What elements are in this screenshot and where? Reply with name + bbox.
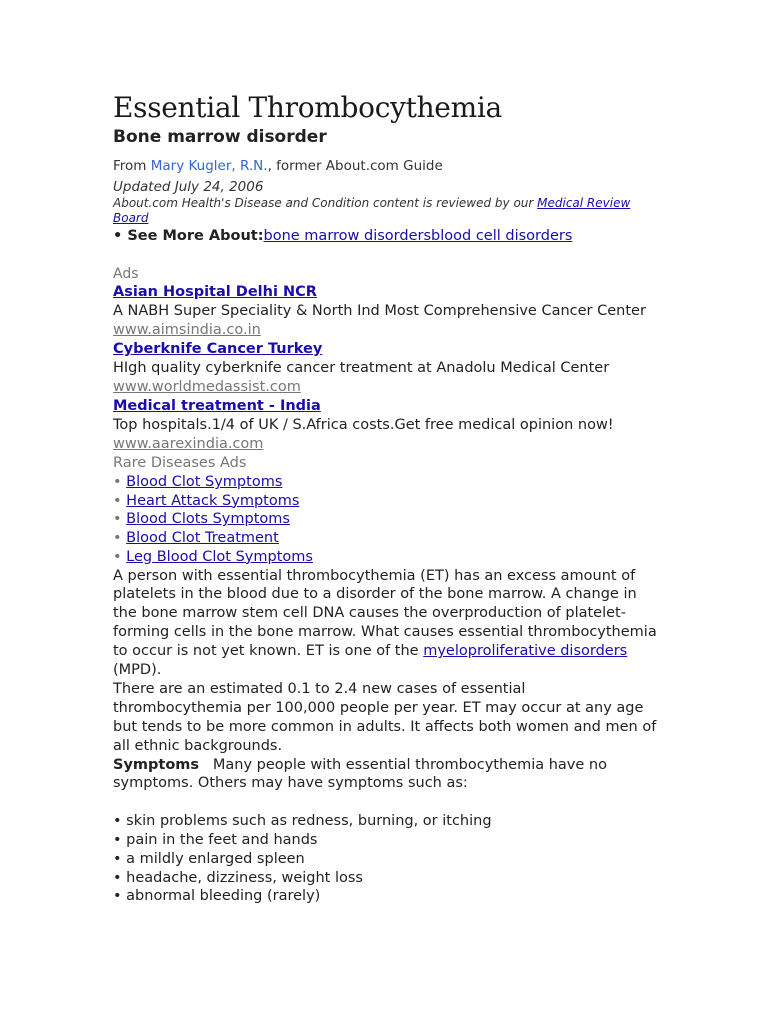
list-item: • headache, dizziness, weight loss bbox=[113, 869, 363, 886]
rare-diseases-list bbox=[113, 473, 658, 567]
byline-from: From bbox=[113, 158, 151, 174]
see-more bbox=[113, 226, 658, 246]
rare-ad-link[interactable]: Heart Attack Symptoms bbox=[126, 492, 300, 509]
see-more-link-bone-marrow[interactable]: bone marrow disorders bbox=[263, 228, 432, 244]
author-link[interactable]: Mary Kugler, R.N. bbox=[150, 158, 268, 174]
medical-review-board-link[interactable]: Medical Review Board bbox=[113, 196, 631, 225]
see-more-link-blood-cell[interactable]: blood cell disorders bbox=[431, 228, 573, 244]
list-item bbox=[113, 473, 658, 492]
byline-role: , former About.com Guide bbox=[267, 158, 443, 174]
list-item: • pain in the feet and hands bbox=[113, 832, 318, 849]
ads-label: Ads bbox=[113, 266, 139, 282]
ad-url-link[interactable]: www.aarexindia.com bbox=[113, 436, 264, 452]
ad-description: A NABH Super Speciality & North Ind Most Comprehensive Cancer Center bbox=[113, 303, 646, 319]
symptoms-paragraph bbox=[113, 756, 658, 794]
list-item bbox=[113, 510, 658, 529]
ad-title-link[interactable]: Asian Hospital Delhi NCR bbox=[113, 284, 317, 300]
list-item bbox=[113, 492, 658, 511]
bullet: • bbox=[113, 530, 122, 547]
symptoms-heading: Symptoms bbox=[113, 756, 200, 773]
page-title: Essential Thrombocythemia bbox=[113, 91, 502, 124]
see-more-label: • See More About: bbox=[113, 228, 264, 244]
list-item: • a mildly enlarged spleen bbox=[113, 850, 305, 867]
page-subtitle: Bone marrow disorder bbox=[113, 127, 327, 147]
paragraph-text: A person with essential thrombocythemia (ET) has an excess amount of platelets in the blood due to a disorder of the bone marrow. A change in the bone marrow stem cell DNA causes the overproduction of platelet-forming cells in the bone marrow. What causes essential thrombocythemia to occur is not yet known. ET is one of the bbox=[113, 567, 657, 660]
ad-description: Top hospitals.1/4 of UK / S.Africa costs.Get free medical opinion now! bbox=[113, 417, 614, 433]
body-paragraph: There are an estimated 0.1 to 2.4 new cases of essential thrombocythemia per 100,000 people per year. ET may occur at any age but tends to be more common in adults. It affects both women and men of all ethnic backgrounds. bbox=[113, 680, 657, 754]
rare-ad-link[interactable]: Blood Clot Treatment bbox=[126, 530, 279, 547]
rare-diseases-label: Rare Diseases Ads bbox=[113, 455, 247, 471]
symptoms-list bbox=[113, 812, 658, 906]
updated-date: Updated July 24, 2006 bbox=[113, 179, 264, 195]
ad-item bbox=[113, 340, 658, 397]
list-item: • abnormal bleeding (rarely) bbox=[113, 888, 321, 905]
bullet: • bbox=[113, 548, 122, 565]
review-text: About.com Health's Disease and Condition content is reviewed by our bbox=[113, 196, 538, 210]
rare-ad-link[interactable]: Blood Clots Symptoms bbox=[126, 511, 290, 528]
body-paragraph bbox=[113, 567, 658, 680]
rare-ad-link[interactable]: Blood Clot Symptoms bbox=[126, 474, 283, 490]
byline bbox=[113, 156, 658, 176]
ad-description: HIgh quality cyberknife cancer treatment at Anadolu Medical Center bbox=[113, 360, 610, 376]
ad-item bbox=[113, 397, 658, 454]
symptoms-intro: Many people with essential thrombocythemia have no symptoms. Others may have symptoms such as: bbox=[113, 756, 612, 792]
paragraph-end: (MPD). bbox=[113, 662, 162, 679]
ad-title-link[interactable]: Cyberknife Cancer Turkey bbox=[113, 341, 323, 357]
bullet: • bbox=[113, 492, 122, 509]
ad-item bbox=[113, 283, 658, 340]
rare-ad-link[interactable]: Leg Blood Clot Symptoms bbox=[126, 548, 313, 565]
list-item bbox=[113, 529, 658, 548]
ad-url-link[interactable]: www.worldmedassist.com bbox=[113, 379, 301, 395]
myeloproliferative-link[interactable]: myeloproliferative disorders bbox=[423, 643, 628, 660]
article bbox=[113, 90, 658, 906]
review-note bbox=[113, 196, 658, 226]
ad-title-link[interactable]: Medical treatment - India bbox=[113, 398, 321, 414]
list-item: • skin problems such as redness, burning, or itching bbox=[113, 813, 492, 830]
list-item bbox=[113, 548, 658, 567]
spacer bbox=[113, 793, 658, 812]
bullet: • bbox=[113, 511, 122, 528]
bullet: • bbox=[113, 474, 122, 490]
ad-url-link[interactable]: www.aimsindia.co.in bbox=[113, 322, 261, 338]
